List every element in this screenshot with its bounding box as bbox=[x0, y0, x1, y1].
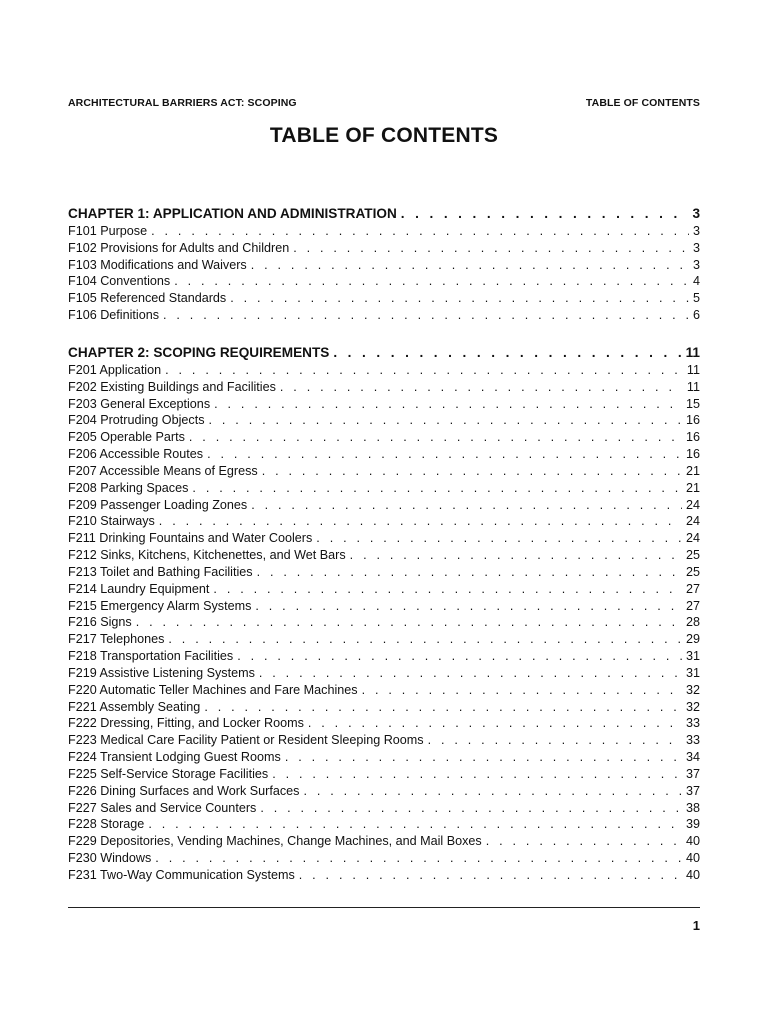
toc-entry[interactable] bbox=[68, 463, 700, 480]
toc-entry-label: F207 Accessible Means of Egress bbox=[68, 463, 258, 478]
toc-entry[interactable] bbox=[68, 564, 700, 581]
dot-leader bbox=[272, 766, 682, 783]
table-of-contents bbox=[68, 204, 700, 903]
dot-leader bbox=[262, 463, 682, 480]
toc-entry[interactable] bbox=[68, 273, 700, 290]
toc-entry-label: F229 Depositories, Vending Machines, Change Machines, and Mail Boxes bbox=[68, 834, 482, 849]
chapter-heading[interactable] bbox=[68, 204, 700, 223]
toc-entry-label: F210 Stairways bbox=[68, 514, 155, 529]
toc-entry-label: F220 Automatic Teller Machines and Fare Machines bbox=[68, 682, 358, 697]
header-right: TABLE OF CONTENTS bbox=[585, 97, 700, 109]
toc-entry-page: 39 bbox=[685, 817, 700, 832]
toc-entry[interactable] bbox=[68, 631, 700, 648]
toc-entry-label: F216 Signs bbox=[68, 615, 132, 630]
toc-entry-label: F224 Transient Lodging Guest Rooms bbox=[68, 750, 281, 765]
dot-leader bbox=[251, 497, 682, 514]
dot-leader bbox=[362, 682, 682, 699]
toc-entry[interactable] bbox=[68, 513, 700, 530]
toc-entry-page: 40 bbox=[685, 834, 700, 849]
dot-leader bbox=[209, 412, 682, 429]
dot-leader bbox=[350, 547, 682, 564]
toc-entry[interactable] bbox=[68, 412, 700, 429]
toc-entry[interactable] bbox=[68, 396, 700, 413]
toc-entry-label: F215 Emergency Alarm Systems bbox=[68, 598, 252, 613]
toc-entry-page: 5 bbox=[692, 291, 700, 306]
dot-leader bbox=[155, 850, 682, 867]
toc-entry[interactable] bbox=[68, 867, 700, 884]
footer-divider bbox=[68, 907, 700, 908]
dot-leader bbox=[192, 480, 682, 497]
toc-entry-label: F204 Protruding Objects bbox=[68, 413, 205, 428]
toc-entry[interactable] bbox=[68, 749, 700, 766]
dot-leader bbox=[168, 631, 682, 648]
toc-entry[interactable] bbox=[68, 614, 700, 631]
toc-entry-page: 27 bbox=[685, 581, 700, 596]
toc-entry-page: 37 bbox=[685, 783, 700, 798]
toc-entry-label: F103 Modifications and Waivers bbox=[68, 257, 247, 272]
toc-entry-label: F217 Telephones bbox=[68, 632, 165, 647]
toc-entry-page: 27 bbox=[685, 598, 700, 613]
toc-entry-page: 11 bbox=[686, 362, 700, 377]
toc-entry-label: F226 Dining Surfaces and Work Surfaces bbox=[68, 783, 300, 798]
toc-entry[interactable] bbox=[68, 446, 700, 463]
toc-entry[interactable] bbox=[68, 530, 700, 547]
toc-entry[interactable] bbox=[68, 290, 700, 307]
toc-entry-label: F230 Windows bbox=[68, 850, 152, 865]
toc-entry[interactable] bbox=[68, 547, 700, 564]
toc-entry[interactable] bbox=[68, 240, 700, 257]
toc-entry-label: F202 Existing Buildings and Facilities bbox=[68, 379, 276, 394]
toc-entry-page: 29 bbox=[685, 632, 700, 647]
dot-leader bbox=[259, 665, 682, 682]
chapter-heading-label: CHAPTER 2: SCOPING REQUIREMENTS bbox=[68, 344, 330, 360]
dot-leader bbox=[213, 581, 682, 598]
toc-entry-label: F212 Sinks, Kitchens, Kitchenettes, and Wet Bars bbox=[68, 548, 346, 563]
toc-entry[interactable] bbox=[68, 816, 700, 833]
dot-leader bbox=[257, 564, 682, 581]
running-header bbox=[68, 97, 700, 109]
header-left: ARCHITECTURAL BARRIERS ACT: SCOPING bbox=[68, 97, 297, 109]
toc-entry-label: F231 Two-Way Communication Systems bbox=[68, 867, 295, 882]
toc-entry-page: 3 bbox=[692, 257, 700, 272]
toc-entry[interactable] bbox=[68, 497, 700, 514]
toc-entry-label: F102 Provisions for Adults and Children bbox=[68, 240, 290, 255]
dot-leader bbox=[285, 749, 682, 766]
dot-leader bbox=[165, 362, 683, 379]
page-number: 1 bbox=[692, 918, 700, 933]
toc-entry-page: 16 bbox=[685, 430, 700, 445]
toc-entry[interactable] bbox=[68, 833, 700, 850]
dot-leader bbox=[316, 530, 682, 547]
dot-leader bbox=[255, 598, 682, 615]
toc-entry[interactable] bbox=[68, 362, 700, 379]
dot-leader bbox=[189, 429, 682, 446]
toc-entry-page: 31 bbox=[685, 649, 700, 664]
toc-entry[interactable] bbox=[68, 429, 700, 446]
toc-entry-label: F211 Drinking Fountains and Water Coolers bbox=[68, 531, 313, 546]
dot-leader bbox=[174, 273, 689, 290]
toc-entry[interactable] bbox=[68, 480, 700, 497]
dot-leader bbox=[214, 396, 682, 413]
toc-entry-label: F218 Transportation Facilities bbox=[68, 649, 234, 664]
toc-entry[interactable] bbox=[68, 581, 700, 598]
toc-entry-page: 32 bbox=[685, 699, 700, 714]
toc-entry-page: 15 bbox=[685, 396, 700, 411]
toc-entry[interactable] bbox=[68, 223, 700, 240]
dot-leader bbox=[260, 800, 682, 817]
dot-leader bbox=[204, 699, 682, 716]
toc-entry-label: F205 Operable Parts bbox=[68, 430, 185, 445]
toc-entry-label: F105 Referenced Standards bbox=[68, 291, 227, 306]
toc-entry-page: 40 bbox=[685, 867, 700, 882]
toc-entry-label: F201 Application bbox=[68, 362, 162, 377]
toc-entry[interactable] bbox=[68, 850, 700, 867]
toc-entry-page: 3 bbox=[692, 240, 700, 255]
toc-entry-page: 31 bbox=[685, 665, 700, 680]
toc-entry[interactable] bbox=[68, 783, 700, 800]
toc-entry-label: F209 Passenger Loading Zones bbox=[68, 497, 248, 512]
chapter-heading[interactable] bbox=[68, 343, 700, 362]
dot-leader bbox=[280, 379, 683, 396]
dot-leader bbox=[163, 307, 689, 324]
toc-entry-label: F228 Storage bbox=[68, 817, 145, 832]
toc-entry[interactable] bbox=[68, 715, 700, 732]
toc-entry-page: 40 bbox=[685, 850, 700, 865]
toc-entry[interactable] bbox=[68, 648, 700, 665]
toc-entry-page: 33 bbox=[685, 716, 700, 731]
toc-entry-page: 24 bbox=[685, 531, 700, 546]
toc-entry-label: F104 Conventions bbox=[68, 274, 171, 289]
toc-entry-page: 4 bbox=[692, 274, 700, 289]
chapter-heading-page: 3 bbox=[692, 206, 700, 221]
toc-entry[interactable] bbox=[68, 257, 700, 274]
toc-entry-page: 28 bbox=[685, 615, 700, 630]
toc-entry[interactable] bbox=[68, 665, 700, 682]
toc-entry[interactable] bbox=[68, 699, 700, 716]
toc-entry-label: F214 Laundry Equipment bbox=[68, 581, 210, 596]
toc-entry-label: F219 Assistive Listening Systems bbox=[68, 665, 255, 680]
toc-entry-page: 16 bbox=[685, 413, 700, 428]
dot-leader bbox=[237, 648, 682, 665]
toc-entry-label: F222 Dressing, Fitting, and Locker Rooms bbox=[68, 716, 304, 731]
dot-leader bbox=[401, 204, 689, 223]
toc-entry-page: 11 bbox=[686, 379, 700, 394]
toc-entry-page: 25 bbox=[685, 548, 700, 563]
dot-leader bbox=[303, 783, 682, 800]
toc-entry-page: 16 bbox=[685, 447, 700, 462]
toc-entry-page: 6 bbox=[692, 308, 700, 323]
toc-entry-label: F221 Assembly Seating bbox=[68, 699, 201, 714]
toc-entry-page: 3 bbox=[692, 224, 700, 238]
dot-leader bbox=[308, 715, 682, 732]
toc-entry-page: 38 bbox=[685, 800, 700, 815]
toc-entry-label: F208 Parking Spaces bbox=[68, 480, 189, 495]
toc-entry-label: F203 General Exceptions bbox=[68, 396, 211, 411]
toc-entry-label: F101 Purpose bbox=[68, 224, 148, 238]
toc-entry-page: 25 bbox=[685, 564, 700, 579]
toc-entry-page: 24 bbox=[685, 497, 700, 512]
toc-entry-page: 33 bbox=[685, 733, 700, 748]
dot-leader bbox=[151, 223, 689, 240]
toc-entry-page: 21 bbox=[685, 480, 700, 495]
toc-entry-label: F106 Definitions bbox=[68, 308, 160, 323]
toc-entry-page: 24 bbox=[685, 514, 700, 529]
toc-entry-label: F223 Medical Care Facility Patient or Resident Sleeping Rooms bbox=[68, 733, 424, 748]
chapter-heading-page: 11 bbox=[685, 344, 700, 360]
dot-leader bbox=[230, 290, 689, 307]
toc-entry-page: 21 bbox=[685, 463, 700, 478]
toc-entry[interactable] bbox=[68, 800, 700, 817]
dot-leader bbox=[293, 240, 689, 257]
chapter-section bbox=[68, 204, 700, 324]
toc-entry-label: F227 Sales and Service Counters bbox=[68, 800, 257, 815]
dot-leader bbox=[136, 614, 682, 631]
toc-entry-page: 37 bbox=[685, 766, 700, 781]
toc-entry[interactable] bbox=[68, 379, 700, 396]
dot-leader bbox=[486, 833, 682, 850]
page-title: TABLE OF CONTENTS bbox=[269, 124, 499, 147]
toc-entry-label: F213 Toilet and Bathing Facilities bbox=[68, 564, 253, 579]
toc-entry[interactable] bbox=[68, 307, 700, 324]
chapter-section bbox=[68, 343, 700, 884]
chapter-heading-label: CHAPTER 1: APPLICATION AND ADMINISTRATION bbox=[68, 206, 397, 221]
dot-leader bbox=[251, 257, 689, 274]
dot-leader bbox=[148, 816, 682, 833]
toc-entry[interactable] bbox=[68, 766, 700, 783]
dot-leader bbox=[333, 343, 681, 362]
toc-entry-label: F225 Self-Service Storage Facilities bbox=[68, 766, 269, 781]
toc-entry-page: 34 bbox=[685, 750, 700, 765]
toc-entry[interactable] bbox=[68, 732, 700, 749]
toc-entry[interactable] bbox=[68, 682, 700, 699]
dot-leader bbox=[428, 732, 682, 749]
dot-leader bbox=[207, 446, 682, 463]
toc-entry-label: F206 Accessible Routes bbox=[68, 447, 204, 462]
dot-leader bbox=[159, 513, 682, 530]
toc-entry-page: 32 bbox=[685, 682, 700, 697]
dot-leader bbox=[299, 867, 682, 884]
toc-entry[interactable] bbox=[68, 598, 700, 615]
